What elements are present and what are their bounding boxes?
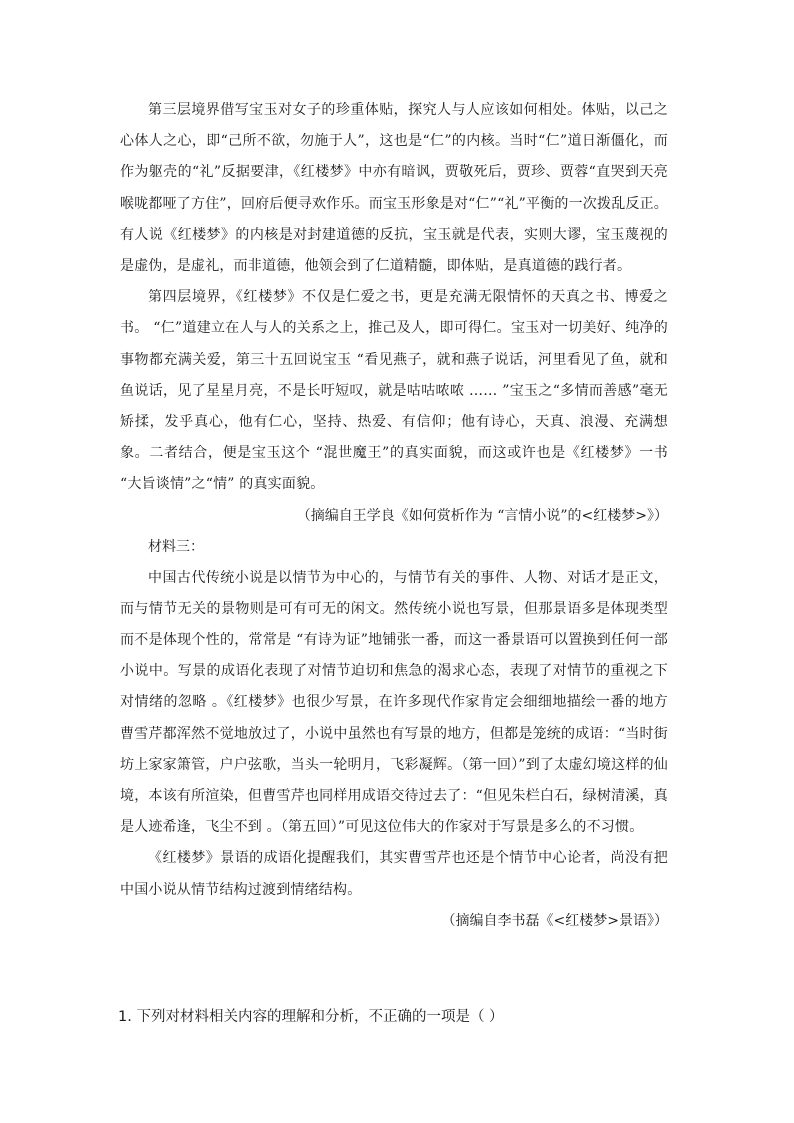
question-1: 1. 下列对材料相关内容的理解和分析，不正确的一项是（ ） bbox=[118, 1009, 504, 1025]
paragraph-material-three: 中国古代传统小说是以情节为中心的，与情节有关的事件、人物、对话才是正文，而与情节无关的景物则是可有可无的闲文。然传统小说也写景，但那景语多是体现类型而不是体现个性的，常常是 “有诗为证”地铺张一番，而这一番景语可以置换到任何一部小说中。写景的成语化表现了对情节迫切和焦急的渴求心态，表现了对情节的重视之下对情绪的忽略 。《红楼梦》也很少写景，在许多现代作家肯定会细细地描绘一番的地方曹雪芹都浑然不觉地放过了，小说中虽然也有写景的地方，但都是笼统的成语：“当时街坊上家家箫管，户户弦歌，当头一轮明月，飞彩凝辉。（第一回）”到了太虚幻境这样的仙境，本该有所渲染，但曹雪芹也同样用成语交待过去了：“但见朱栏白石，绿树清溪，真是人迹希逢，飞尘不到 。（第五回）”可见这位伟大的作家对于写景是多么的不习惯。 bbox=[120, 569, 668, 836]
source-citation-2: （摘编自李书磊《<红楼梦>景语》） bbox=[441, 912, 668, 929]
paragraph-fourth-realm: 第四层境界，《红楼梦》不仅是仁爱之书，更是充满无限情怀的天真之书、博爱之书。 “仁”道建立在人与人的关系之上，推己及人，即可得仁。宝玉对一切美好、纯净的事物都充满关爱，第三十五回说宝玉 “看见燕子，就和燕子说话，河里看见了鱼，就和鱼说话，见了星星月亮，不是长吁短叹，就是咕咕哝哝 …… ”宝玉之“多情而善感”毫无矫揉，发乎真心，他有仁心，坚持、热爱、有信仰；他有诗心，天真、浪漫、充满想象。二者结合，便是宝玉这个 “混世魔王”的真实面貌，而这或许也是《红楼梦》一书 “大旨谈情”之“情” 的真实面貌。 bbox=[120, 289, 668, 493]
article-body bbox=[120, 95, 668, 937]
paragraph-conclusion: 《红楼梦》景语的成语化提醒我们，其实曹雪芹也还是个情节中心论者，尚没有把中国小说从情节结构过渡到情绪结构。 bbox=[120, 850, 668, 898]
material-three-label: 材料三： bbox=[148, 538, 204, 555]
question-block bbox=[118, 1006, 666, 1028]
paragraph-third-realm: 第三层境界借写宝玉对女子的珍重体贴，探究人与人应该如何相处。体贴，以己之心体人之心，即“己所不欲，勿施于人”，这也是“仁”的内核。当时“仁”道日渐僵化，而作为躯壳的“礼”反据要津，《红楼梦》中亦有暗讽，贾敬死后，贾珍、贾蓉“直哭到天亮喉咙都哑了方住”，回府后便寻欢作乐。而宝玉形象是对“仁”“礼”平衡的一次拨乱反正。有人说《红楼梦》的内核是对封建道德的反抗，宝玉就是代表，实则大谬，宝玉蔑视的是虚伪，是虚礼，而非道德，他领会到了仁道精髓，即体贴，是真道德的践行者。 bbox=[120, 102, 668, 275]
source-citation-1: （摘编自王学良《如何赏析作为 “言情小说”的<红楼梦>》） bbox=[296, 507, 668, 524]
